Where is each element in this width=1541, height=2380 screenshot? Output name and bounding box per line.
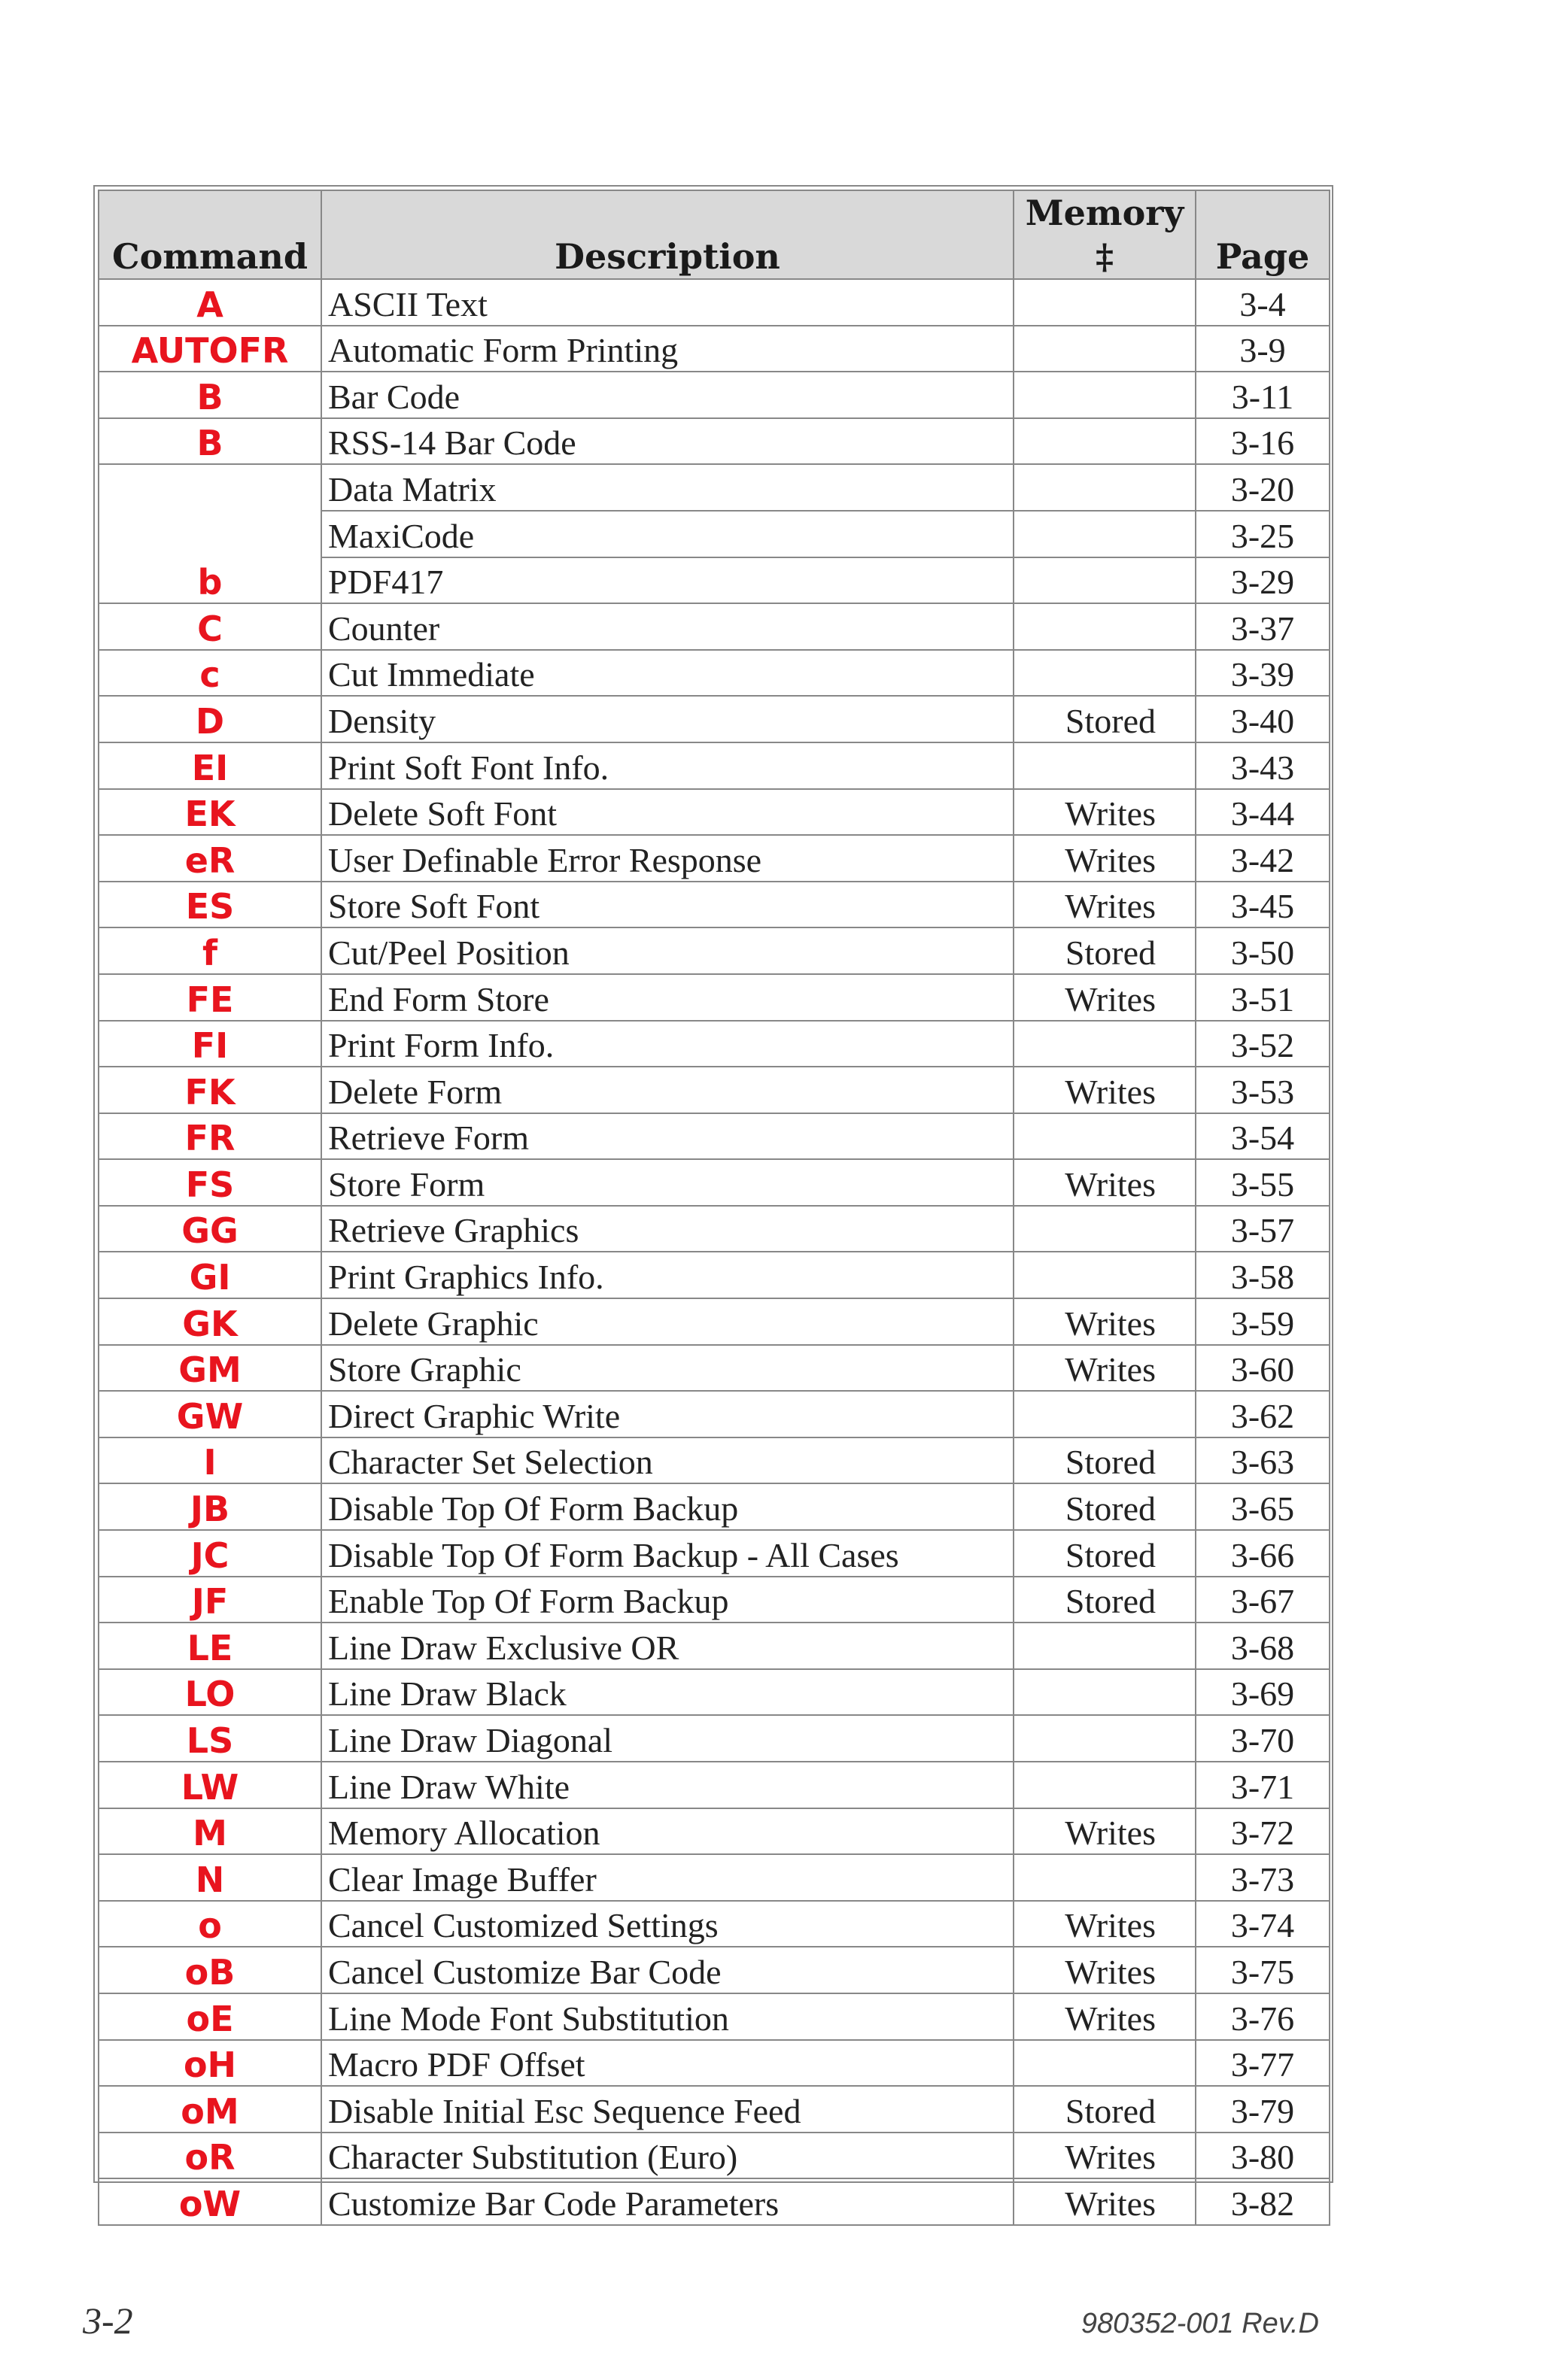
memory-type: Writes bbox=[1014, 1345, 1196, 1392]
table-row bbox=[99, 650, 1330, 697]
command-description: Line Draw Black bbox=[321, 1669, 1014, 1716]
command-description: PDF417 bbox=[321, 557, 1014, 604]
command-description: Enable Top Of Form Backup bbox=[321, 1577, 1014, 1623]
command-description: Delete Form bbox=[321, 1067, 1014, 1113]
command-description: Counter bbox=[321, 603, 1014, 650]
table-row bbox=[99, 464, 1330, 511]
command-description: Clear Image Buffer bbox=[321, 1854, 1014, 1901]
page-reference: 3-25 bbox=[1196, 511, 1330, 557]
command-description: Cancel Customized Settings bbox=[321, 1901, 1014, 1947]
memory-type bbox=[1014, 1623, 1196, 1669]
header-description: Description bbox=[321, 190, 1014, 279]
command-description: ASCII Text bbox=[321, 279, 1014, 326]
page-reference: 3-59 bbox=[1196, 1298, 1330, 1345]
memory-type bbox=[1014, 279, 1196, 326]
command-code: GI bbox=[99, 1252, 321, 1298]
command-description: Retrieve Graphics bbox=[321, 1206, 1014, 1252]
command-code: C bbox=[99, 603, 321, 650]
table-row bbox=[99, 2086, 1330, 2133]
page-reference: 3-76 bbox=[1196, 1993, 1330, 2040]
command-code: FR bbox=[99, 1113, 321, 1160]
page-reference: 3-51 bbox=[1196, 974, 1330, 1021]
memory-type: Writes bbox=[1014, 835, 1196, 882]
command-description: Store Soft Font bbox=[321, 882, 1014, 928]
memory-type: Writes bbox=[1014, 1993, 1196, 2040]
command-description: Print Soft Font Info. bbox=[321, 742, 1014, 789]
page-reference: 3-43 bbox=[1196, 742, 1330, 789]
command-code: b bbox=[99, 464, 321, 603]
command-code: EI bbox=[99, 742, 321, 789]
command-description: Data Matrix bbox=[321, 464, 1014, 511]
page-reference: 3-53 bbox=[1196, 1067, 1330, 1113]
command-table-frame bbox=[93, 185, 1333, 2224]
table-row bbox=[99, 1947, 1330, 1993]
memory-type bbox=[1014, 1715, 1196, 1762]
table-row bbox=[99, 2178, 1330, 2225]
page-reference: 3-79 bbox=[1196, 2086, 1330, 2133]
command-code: oH bbox=[99, 2040, 321, 2087]
page-reference: 3-52 bbox=[1196, 1021, 1330, 1067]
command-description: Density bbox=[321, 696, 1014, 742]
command-description: Cut Immediate bbox=[321, 650, 1014, 697]
memory-type: Stored bbox=[1014, 1530, 1196, 1577]
command-code: FK bbox=[99, 1067, 321, 1113]
memory-type: Stored bbox=[1014, 1577, 1196, 1623]
command-table bbox=[98, 190, 1330, 2226]
command-code: GM bbox=[99, 1345, 321, 1392]
command-code: c bbox=[99, 650, 321, 697]
memory-type: Stored bbox=[1014, 927, 1196, 974]
command-description: Customize Bar Code Parameters bbox=[321, 2178, 1014, 2225]
table-row bbox=[99, 1577, 1330, 1623]
command-code: A bbox=[99, 279, 321, 326]
page-reference: 3-82 bbox=[1196, 2178, 1330, 2225]
page-reference: 3-70 bbox=[1196, 1715, 1330, 1762]
page-reference: 3-37 bbox=[1196, 603, 1330, 650]
table-row bbox=[99, 974, 1330, 1021]
page-reference: 3-57 bbox=[1196, 1206, 1330, 1252]
command-description: Line Draw White bbox=[321, 1762, 1014, 1808]
page-reference: 3-29 bbox=[1196, 557, 1330, 604]
command-description: Line Mode Font Substitution bbox=[321, 1993, 1014, 2040]
document-id: 980352-001 Rev.D bbox=[1081, 2308, 1319, 2339]
memory-type bbox=[1014, 1391, 1196, 1437]
memory-type bbox=[1014, 1113, 1196, 1160]
table-row bbox=[99, 1993, 1330, 2040]
command-description: Memory Allocation bbox=[321, 1808, 1014, 1855]
table-row bbox=[99, 696, 1330, 742]
command-code: AUTOFR bbox=[99, 326, 321, 372]
command-code: oM bbox=[99, 2086, 321, 2133]
command-code: D bbox=[99, 696, 321, 742]
memory-type bbox=[1014, 1021, 1196, 1067]
page-reference: 3-45 bbox=[1196, 882, 1330, 928]
command-description: Automatic Form Printing bbox=[321, 326, 1014, 372]
command-code: B bbox=[99, 372, 321, 418]
page-reference: 3-69 bbox=[1196, 1669, 1330, 1716]
command-description: Character Set Selection bbox=[321, 1437, 1014, 1484]
memory-type bbox=[1014, 1854, 1196, 1901]
memory-type: Writes bbox=[1014, 882, 1196, 928]
command-description: Disable Top Of Form Backup bbox=[321, 1483, 1014, 1530]
command-description: User Definable Error Response bbox=[321, 835, 1014, 882]
page-reference: 3-65 bbox=[1196, 1483, 1330, 1530]
command-code: LW bbox=[99, 1762, 321, 1808]
table-row bbox=[99, 372, 1330, 418]
page-reference: 3-39 bbox=[1196, 650, 1330, 697]
memory-type: Writes bbox=[1014, 1901, 1196, 1947]
command-description: Macro PDF Offset bbox=[321, 2040, 1014, 2087]
command-description: Disable Initial Esc Sequence Feed bbox=[321, 2086, 1014, 2133]
memory-type bbox=[1014, 650, 1196, 697]
page-reference: 3-74 bbox=[1196, 1901, 1330, 1947]
memory-type bbox=[1014, 1206, 1196, 1252]
command-code: JF bbox=[99, 1577, 321, 1623]
command-code: oE bbox=[99, 1993, 321, 2040]
page-reference: 3-20 bbox=[1196, 464, 1330, 511]
page-number: 3-2 bbox=[83, 2300, 133, 2342]
command-description: Direct Graphic Write bbox=[321, 1391, 1014, 1437]
command-code: ES bbox=[99, 882, 321, 928]
memory-type: Writes bbox=[1014, 2133, 1196, 2179]
page-reference: 3-58 bbox=[1196, 1252, 1330, 1298]
page-reference: 3-11 bbox=[1196, 372, 1330, 418]
memory-type: Writes bbox=[1014, 1067, 1196, 1113]
memory-type bbox=[1014, 742, 1196, 789]
table-row bbox=[99, 927, 1330, 974]
page-reference: 3-62 bbox=[1196, 1391, 1330, 1437]
page-reference: 3-80 bbox=[1196, 2133, 1330, 2179]
memory-type: Stored bbox=[1014, 1437, 1196, 1484]
memory-type bbox=[1014, 603, 1196, 650]
page-reference: 3-63 bbox=[1196, 1437, 1330, 1484]
page-reference: 3-54 bbox=[1196, 1113, 1330, 1160]
memory-type bbox=[1014, 1762, 1196, 1808]
command-description: Delete Soft Font bbox=[321, 789, 1014, 836]
table-row bbox=[99, 1808, 1330, 1855]
table-row bbox=[99, 1623, 1330, 1669]
table-body bbox=[99, 279, 1330, 2225]
command-code: eR bbox=[99, 835, 321, 882]
command-code: N bbox=[99, 1854, 321, 1901]
memory-type bbox=[1014, 557, 1196, 604]
table-row bbox=[99, 1345, 1330, 1392]
command-description: Print Graphics Info. bbox=[321, 1252, 1014, 1298]
table-row bbox=[99, 1067, 1330, 1113]
command-code: GW bbox=[99, 1391, 321, 1437]
page-reference: 3-75 bbox=[1196, 1947, 1330, 1993]
command-code: FE bbox=[99, 974, 321, 1021]
table-row bbox=[99, 1159, 1330, 1206]
memory-type: Stored bbox=[1014, 2086, 1196, 2133]
command-description: Store Graphic bbox=[321, 1345, 1014, 1392]
command-code: GG bbox=[99, 1206, 321, 1252]
table-row bbox=[99, 1021, 1330, 1067]
memory-type bbox=[1014, 1669, 1196, 1716]
table-row bbox=[99, 1298, 1330, 1345]
page-reference: 3-55 bbox=[1196, 1159, 1330, 1206]
command-description: Store Form bbox=[321, 1159, 1014, 1206]
memory-type bbox=[1014, 464, 1196, 511]
table-row bbox=[99, 1530, 1330, 1577]
page-reference: 3-66 bbox=[1196, 1530, 1330, 1577]
command-description: RSS-14 Bar Code bbox=[321, 418, 1014, 465]
memory-type: Stored bbox=[1014, 696, 1196, 742]
table-row bbox=[99, 1437, 1330, 1484]
header-command: Command bbox=[99, 190, 321, 279]
table-row bbox=[99, 1206, 1330, 1252]
command-code: EK bbox=[99, 789, 321, 836]
command-description: End Form Store bbox=[321, 974, 1014, 1021]
table-row bbox=[99, 1483, 1330, 1530]
memory-type bbox=[1014, 326, 1196, 372]
command-code: I bbox=[99, 1437, 321, 1484]
page-reference: 3-9 bbox=[1196, 326, 1330, 372]
command-description: Cut/Peel Position bbox=[321, 927, 1014, 974]
command-code: GK bbox=[99, 1298, 321, 1345]
header-page: Page bbox=[1196, 190, 1330, 279]
command-code: LS bbox=[99, 1715, 321, 1762]
command-code: FI bbox=[99, 1021, 321, 1067]
table-header-row bbox=[99, 190, 1330, 279]
table-row bbox=[99, 418, 1330, 465]
page-reference: 3-4 bbox=[1196, 279, 1330, 326]
memory-type: Writes bbox=[1014, 1298, 1196, 1345]
page-reference: 3-72 bbox=[1196, 1808, 1330, 1855]
table-row bbox=[99, 1854, 1330, 1901]
memory-type: Writes bbox=[1014, 2178, 1196, 2225]
command-description: Character Substitution (Euro) bbox=[321, 2133, 1014, 2179]
header-memory: Memory ‡ bbox=[1014, 190, 1196, 279]
memory-type bbox=[1014, 418, 1196, 465]
page-reference: 3-60 bbox=[1196, 1345, 1330, 1392]
table-row bbox=[99, 882, 1330, 928]
memory-type: Writes bbox=[1014, 789, 1196, 836]
command-code: B bbox=[99, 418, 321, 465]
page-reference: 3-44 bbox=[1196, 789, 1330, 836]
command-description: MaxiCode bbox=[321, 511, 1014, 557]
command-code: oW bbox=[99, 2178, 321, 2225]
table-row bbox=[99, 1669, 1330, 1716]
command-code: JB bbox=[99, 1483, 321, 1530]
table-row bbox=[99, 1391, 1330, 1437]
table-row bbox=[99, 1762, 1330, 1808]
command-code: JC bbox=[99, 1530, 321, 1577]
command-description: Delete Graphic bbox=[321, 1298, 1014, 1345]
table-row bbox=[99, 279, 1330, 326]
page-reference: 3-71 bbox=[1196, 1762, 1330, 1808]
command-description: Disable Top Of Form Backup - All Cases bbox=[321, 1530, 1014, 1577]
page-reference: 3-77 bbox=[1196, 2040, 1330, 2087]
command-description: Line Draw Diagonal bbox=[321, 1715, 1014, 1762]
table-row bbox=[99, 742, 1330, 789]
command-code: oR bbox=[99, 2133, 321, 2179]
memory-type: Writes bbox=[1014, 1159, 1196, 1206]
memory-type bbox=[1014, 1252, 1196, 1298]
command-description: Line Draw Exclusive OR bbox=[321, 1623, 1014, 1669]
table-row bbox=[99, 2040, 1330, 2087]
command-code: o bbox=[99, 1901, 321, 1947]
memory-type: Stored bbox=[1014, 1483, 1196, 1530]
table-row bbox=[99, 1252, 1330, 1298]
table-row bbox=[99, 1901, 1330, 1947]
command-code: LO bbox=[99, 1669, 321, 1716]
command-description: Retrieve Form bbox=[321, 1113, 1014, 1160]
command-description: Cancel Customize Bar Code bbox=[321, 1947, 1014, 1993]
command-code: M bbox=[99, 1808, 321, 1855]
memory-type bbox=[1014, 511, 1196, 557]
command-description: Bar Code bbox=[321, 372, 1014, 418]
page-reference: 3-73 bbox=[1196, 1854, 1330, 1901]
memory-type: Writes bbox=[1014, 1947, 1196, 1993]
command-description: Print Form Info. bbox=[321, 1021, 1014, 1067]
table-row bbox=[99, 603, 1330, 650]
page-reference: 3-16 bbox=[1196, 418, 1330, 465]
table-row bbox=[99, 1113, 1330, 1160]
table-row bbox=[99, 835, 1330, 882]
page-reference: 3-40 bbox=[1196, 696, 1330, 742]
page-reference: 3-67 bbox=[1196, 1577, 1330, 1623]
page-reference: 3-68 bbox=[1196, 1623, 1330, 1669]
table-row bbox=[99, 2133, 1330, 2179]
command-code: LE bbox=[99, 1623, 321, 1669]
page-reference: 3-50 bbox=[1196, 927, 1330, 974]
table-row bbox=[99, 789, 1330, 836]
memory-type bbox=[1014, 372, 1196, 418]
table-row bbox=[99, 1715, 1330, 1762]
memory-type: Writes bbox=[1014, 1808, 1196, 1855]
command-code: FS bbox=[99, 1159, 321, 1206]
command-code: f bbox=[99, 927, 321, 974]
command-code: oB bbox=[99, 1947, 321, 1993]
page-reference: 3-42 bbox=[1196, 835, 1330, 882]
memory-type bbox=[1014, 2040, 1196, 2087]
table-row bbox=[99, 326, 1330, 372]
memory-type: Writes bbox=[1014, 974, 1196, 1021]
